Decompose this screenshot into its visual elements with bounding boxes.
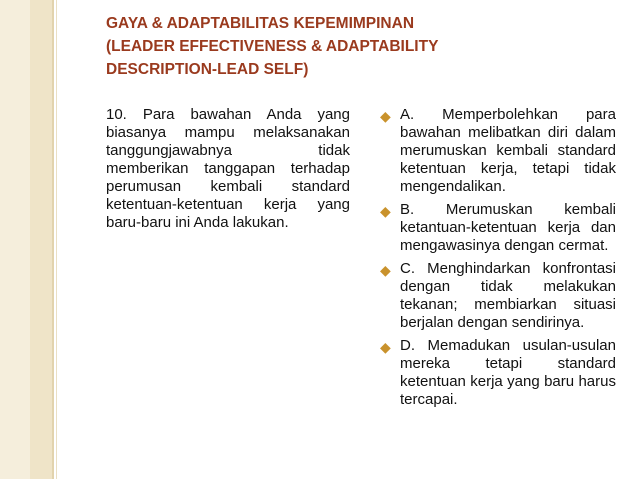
answer-option-b [378, 201, 616, 255]
answer-options-list [378, 106, 616, 414]
slide-title [106, 12, 626, 81]
decorative-side-band [0, 0, 30, 479]
decorative-side-line-thin [56, 0, 57, 479]
diamond-bullet-icon: ◆ [380, 203, 391, 219]
diamond-bullet-icon: ◆ [380, 108, 391, 124]
answer-option-a-text: A. Memperbolehkan para bawahan melibatkan diri dalam merumuskan kembali standard ketentuan kerja, tetapi tidak mengendalikan. [400, 106, 616, 195]
answer-option-b-text: B. Merumuskan kembali ketantuan-ketentuan kerja dan mengawasinya dengan cermat. [400, 201, 616, 254]
answer-option-c [378, 260, 616, 332]
answer-option-d-text: D. Memadukan usulan-usulan mereka tetapi standard ketentuan kerja yang baru harus tercapai. [400, 337, 616, 408]
diamond-bullet-icon: ◆ [380, 262, 391, 278]
decorative-side-line [52, 0, 54, 479]
slide-title-line-3: DESCRIPTION-LEAD SELF) [106, 61, 309, 78]
diamond-bullet-icon: ◆ [380, 339, 391, 355]
slide-title-line-2: (LEADER EFFECTIVENESS & ADAPTABILITY [106, 38, 439, 55]
decorative-side-band-inner [30, 0, 52, 479]
slide-title-line-1: GAYA & ADAPTABILITAS KEPEMIMPINAN [106, 15, 415, 32]
answer-option-c-text: C. Menghindarkan konfrontasi dengan tidak melakukan tekanan; membiarkan situasi berjalan dengan sendirinya. [400, 260, 616, 331]
question-text: 10. Para bawahan Anda yang biasanya mampu melaksanakan tanggungjawabnya tidak memberikan tanggapan terhadap perumusan kembali standard ketentuan-ketentuan kerja yang baru-baru ini Anda lakukan. [106, 106, 350, 231]
answer-option-a [378, 106, 616, 196]
answer-option-d [378, 337, 616, 409]
